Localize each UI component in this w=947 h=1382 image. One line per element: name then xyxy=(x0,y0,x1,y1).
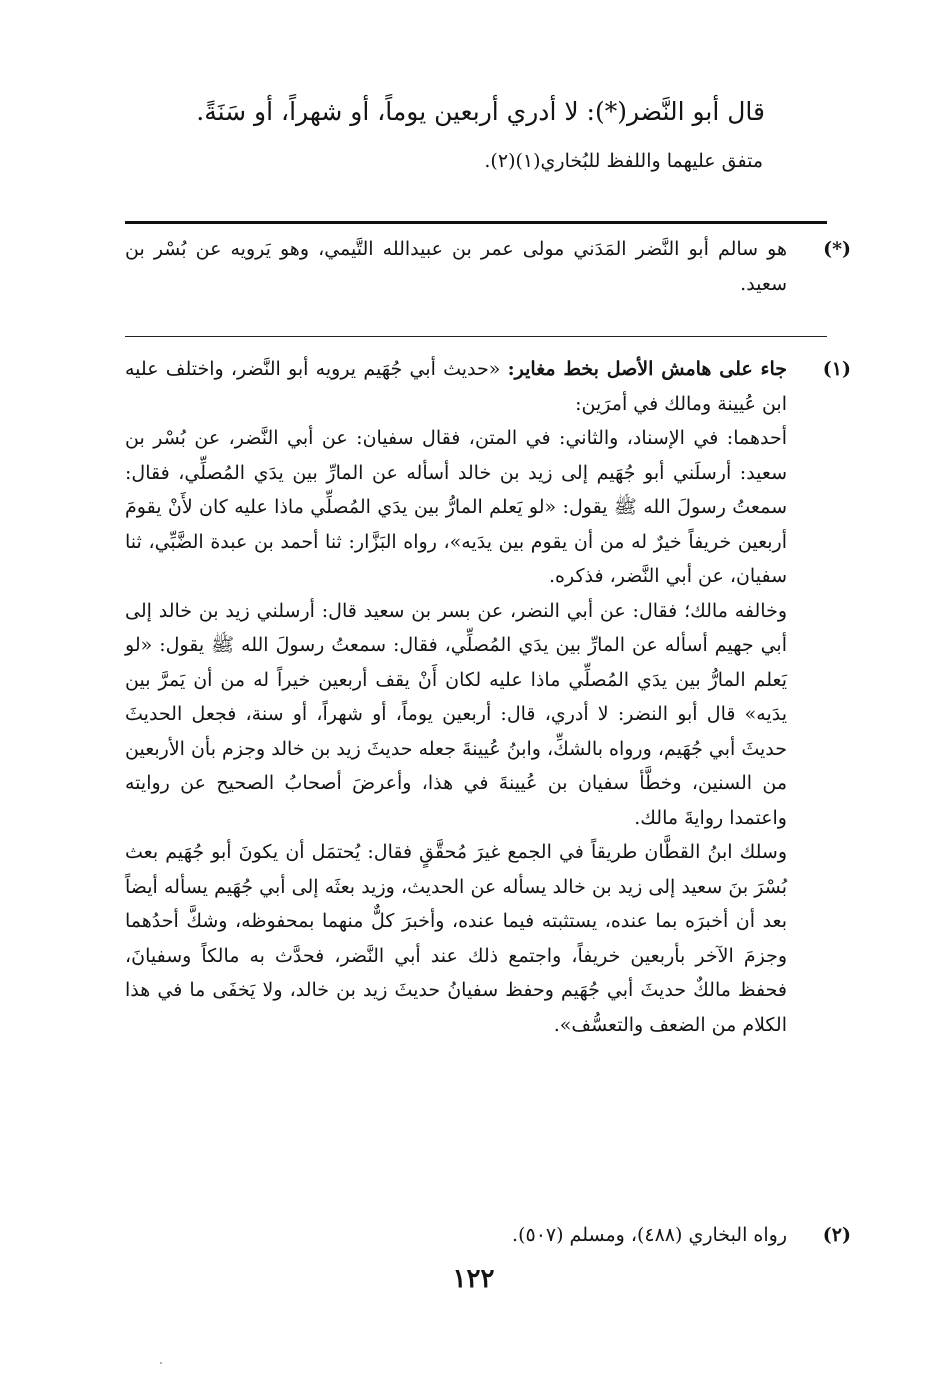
footnote-divider xyxy=(125,221,827,224)
footnote-text: رواه البخاري (٤٨٨)، ومسلم (٥٠٧). xyxy=(512,1224,787,1246)
page-number: ١٢٢ xyxy=(452,1264,495,1294)
footnote-1 xyxy=(125,352,851,1042)
main-text xyxy=(196,92,765,176)
main-text-line-2: متفق عليهما واللفظ للبُخاري(١)(٢). xyxy=(484,150,763,172)
footnote-paragraph-text: «حديث أبي جُهَيم يرويه أبو النَّضر، واختلف عليه ابن عُيينة ومالك في أمرَين: xyxy=(125,358,787,415)
footnote-separator xyxy=(125,336,827,337)
footnote-lead: جاء على هامش الأصل بخط مغاير: xyxy=(507,358,788,380)
footnote-marker: (٢) xyxy=(822,1224,851,1246)
footnote-marker: (١) xyxy=(822,358,851,380)
main-text-line-1: قال أبو النَّضر(*): لا أدري أربعين يوماً، أو شهراً، أو سَنَةً. xyxy=(196,97,765,126)
footnote-marker: (*) xyxy=(823,238,851,260)
footnote-paragraph: وسلك ابنُ القطَّان طريقاً في الجمع غيرَ مُحقَّقٍ فقال: يُحتمَل أن يكونَ أبو جُهَيم بعث بُسْرَ بنَ سعيد إلى زيد بن خالد يسأله عن الحديث، وزيد بعثَه إلى أبي جُهَيم يسأله أيضاً بعد أن أخبرَه بما عنده، يستثبته فيما عنده، وأخبرَ كلٌّ منهما بمحفوظه، وشكَّ أحدُهما وجزمَ الآخر بأربعين خريفاً، واجتمع ذلك عند أبي النَّضر، فحدَّث به مالكاً وسفيانَ، فحفظ مالكٌ حديثَ أبي جُهَيم وحفظ سفيانُ حديثَ زيد بن خالد، ولا يَخفَى ما في هذا الكلام من الضعف والتعسُّف». xyxy=(125,841,788,1036)
footnote-text: هو سالم أبو النَّضر المَدَني مولى عمر بن عبيدالله التَّيمي، وهو يَرويه عن بُسْر بن سعيد. xyxy=(125,238,787,295)
footnote-paragraph xyxy=(125,352,787,421)
footnote-2 xyxy=(125,1218,851,1253)
footnote-asterisk xyxy=(125,232,851,301)
footnote-paragraph: أحدهما: في الإسناد، والثاني: في المتن، فقال سفيان: عن أبي النَّضر، عن بُسْر بن سعيد: أرسلَني أبو جُهَيم إلى زيد بن خالد أسأله عن المارِّ بين يدَي المُصلِّي، فقال: سمعتُ رسولَ الله ﷺ يقول: «لو يَعلم المارُّ بين يدَي المُصلِّي ماذا عليه كان لأَنْ يقومَ أربعين خريفاً خيرٌ له من أن يقوم بين يدَيه»، رواه البَزَّار: ثنا أحمد بن عبدة الضَّبِّي، ثنا سفيان، عن أبي النَّضر، فذكره. xyxy=(125,427,787,587)
scan-speck xyxy=(160,1362,162,1364)
footnote-paragraph: وخالفه مالك؛ فقال: عن أبي النضر، عن بسر بن سعيد قال: أرسلني زيد بن خالد إلى أبي جهيم أسأله عن المارِّ بين يدَي المُصلِّي، فقال: سمعتُ رسولَ الله ﷺ يقول: «لو يَعلم المارُّ بين يدَي المُصلِّي ماذا عليه لكان أَنْ يقف أربعين خيراً له من أن يَمرَّ بين يدَيه» قال أبو النضر: لا أدري، قال: أربعين يوماً، أو شهراً، أو سنة، فجعل الحديثَ حديثَ أبي جُهَيم، ورواه بالشكِّ، وابنُ عُيينةَ جعله حديثَ زيد بن خالد وجزم بأن الأربعين من السنين، وخطَّأ سفيان بن عُيينةَ في هذا، وأعرضَ أصحابُ الصحيح عن روايته واعتمدا روايةَ مالك. xyxy=(125,599,787,829)
